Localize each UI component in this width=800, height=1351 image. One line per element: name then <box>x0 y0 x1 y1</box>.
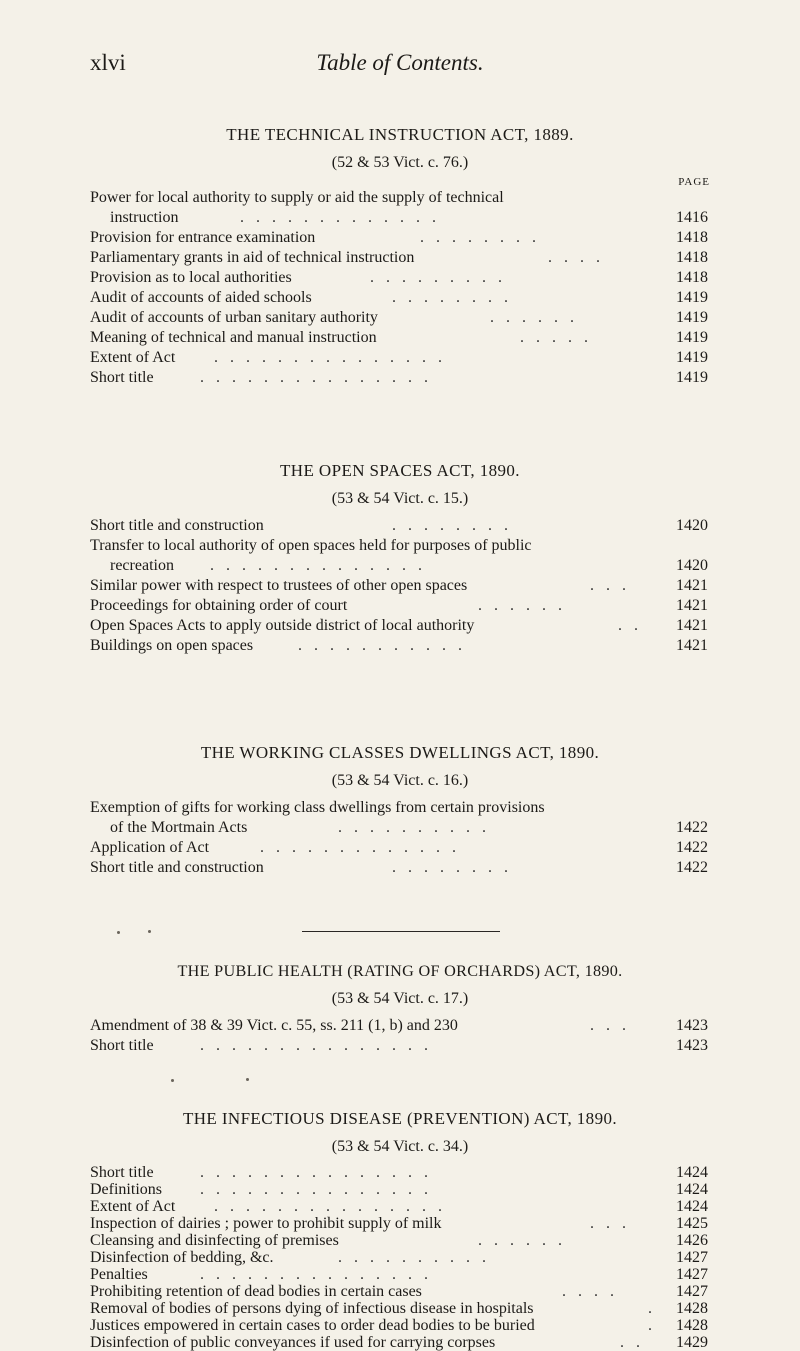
leader-dots: . . . . . <box>520 329 588 346</box>
toc-entry[interactable]: Proceedings for obtaining order of court . . . . . . 1421 <box>90 597 708 614</box>
toc-entry[interactable]: Application of Act . . . . . . . . . . . . . 1422 <box>90 839 708 856</box>
leader-dots: . . . . . . . . <box>392 859 508 876</box>
page-number: 1420 <box>676 557 708 574</box>
act-citation: (52 & 53 Vict. c. 76.) <box>331 154 469 171</box>
toc-entry[interactable]: Cleansing and disinfecting of premises . . . . . . 1426 <box>90 1232 708 1249</box>
act-title: THE INFECTIOUS DISEASE (PREVENTION) ACT, 1890. <box>182 1109 618 1128</box>
toc-entry[interactable]: Short title and construction . . . . . . . . 1420 <box>90 517 708 534</box>
leader-dots: . . . . . . . . . . <box>338 1249 486 1266</box>
toc-entry[interactable]: Penalties . . . . . . . . . . . . . . . 1427 <box>90 1266 708 1283</box>
running-title: Table of Contents. <box>316 50 484 75</box>
page-number: 1422 <box>676 819 708 836</box>
act-citation: (53 & 54 Vict. c. 15.) <box>331 490 469 507</box>
toc-entry[interactable]: Power for local authority to supply or aid the supply of technical instruction . . . . . . . . . . . . . 1416 <box>90 189 708 226</box>
page-number: 1422 <box>676 859 708 876</box>
toc-entry[interactable]: Short title . . . . . . . . . . . . . . . 1423 <box>90 1037 708 1054</box>
toc-entry[interactable]: Disinfection of public conveyances if used for carrying corpses . . 1429 <box>90 1334 708 1351</box>
leader-dots: . . . . . . <box>490 309 574 326</box>
page-number: 1422 <box>676 839 708 856</box>
leader-dots: . . . . . . . . . . . . . . . <box>200 1266 428 1283</box>
page-number: 1424 <box>676 1181 708 1198</box>
page-number: 1419 <box>676 289 708 306</box>
page-number: 1423 <box>676 1017 708 1034</box>
leader-dots: . . . . . . . . . . . . . . . <box>214 349 442 366</box>
leader-dots: . . . . . . <box>478 597 562 614</box>
toc-entry[interactable]: Provision as to local authorities . . . . . . . . . 1418 <box>90 269 708 286</box>
leader-dots: . . . . . . . . . . . . . <box>260 839 456 856</box>
leader-dots: . . <box>618 617 638 634</box>
print-speck <box>171 1079 174 1082</box>
toc-entry[interactable]: Audit of accounts of aided schools . . . . . . . . 1419 <box>90 289 708 306</box>
page-number: 1428 <box>676 1300 708 1317</box>
toc-entry[interactable]: Removal of bodies of persons dying of infectious disease in hospitals . 1428 <box>90 1300 708 1317</box>
page-number: 1423 <box>676 1037 708 1054</box>
page-number: 1416 <box>676 209 708 226</box>
page-number: 1427 <box>676 1283 708 1300</box>
leader-dots: . . . . . . . . . . . . . . . <box>200 1037 428 1054</box>
print-speck <box>117 931 120 934</box>
page-number: 1418 <box>676 229 708 246</box>
page-column-label: PAGE <box>678 176 710 188</box>
leader-dots: . . <box>620 1334 640 1351</box>
section-divider <box>302 931 500 932</box>
toc-entry[interactable]: Amendment of 38 & 39 Vict. c. 55, ss. 211 (1, b) and 230 . . . 1423 <box>90 1017 708 1034</box>
page-number: 1420 <box>676 517 708 534</box>
act-section-public-health <box>90 960 710 1056</box>
print-speck <box>246 1078 249 1081</box>
leader-dots: . . . . . . . . . . . . . . . <box>200 1164 428 1181</box>
page-number: 1428 <box>676 1317 708 1334</box>
leader-dots: . . . <box>590 1215 626 1232</box>
leader-dots: . . . . . . . . <box>420 229 536 246</box>
page-number: 1425 <box>676 1215 708 1232</box>
page-number: 1424 <box>676 1164 708 1181</box>
running-head <box>90 50 710 80</box>
act-section-open-spaces <box>90 460 710 656</box>
page-number: 1421 <box>676 637 708 654</box>
act-title: THE WORKING CLASSES DWELLINGS ACT, 1890. <box>200 743 600 762</box>
toc-entry[interactable]: Similar power with respect to trustees of other open spaces . . . 1421 <box>90 577 708 594</box>
toc-entry[interactable]: Exemption of gifts for working class dwellings from certain provisions of the Mortmain Acts . . . . . . . . . . 1422 <box>90 799 708 836</box>
leader-dots: . . . . . . . . . . . . . . . <box>200 369 428 386</box>
page-number: 1419 <box>676 309 708 326</box>
leader-dots: . <box>648 1317 652 1334</box>
page-number: 1418 <box>676 269 708 286</box>
leader-dots: . . . . . . . . <box>392 289 508 306</box>
leader-dots: . . . <box>590 1017 626 1034</box>
page-number: 1419 <box>676 329 708 346</box>
toc-entry[interactable]: Short title and construction . . . . . . . . 1422 <box>90 859 708 876</box>
toc-entry[interactable]: Open Spaces Acts to apply outside district of local authority . . 1421 <box>90 617 708 634</box>
leader-dots: . . . <box>590 577 626 594</box>
page-number: 1419 <box>676 349 708 366</box>
print-speck <box>148 930 151 933</box>
toc-entry[interactable]: Disinfection of bedding, &c. . . . . . . . . . . 1427 <box>90 1249 708 1266</box>
leader-dots: . <box>648 1300 652 1317</box>
act-citation: (53 & 54 Vict. c. 16.) <box>331 772 469 789</box>
toc-entry[interactable]: Transfer to local authority of open spaces held for purposes of public recreation . . . . . . . . . . . . . . 1420 <box>90 537 708 574</box>
act-section-working-classes <box>90 742 710 878</box>
leader-dots: . . . . <box>562 1283 614 1300</box>
act-section-infectious-disease <box>90 1108 710 1351</box>
toc-entry[interactable]: Parliamentary grants in aid of technical instruction . . . . 1418 <box>90 249 708 266</box>
page-number: 1427 <box>676 1249 708 1266</box>
leader-dots: . . . . . . <box>478 1232 562 1249</box>
act-title: THE OPEN SPACES ACT, 1890. <box>280 461 520 480</box>
page-folio: xlvi <box>90 50 126 75</box>
leader-dots: . . . . . . . . . . . . . . . <box>200 1181 428 1198</box>
toc-entry[interactable]: Provision for entrance examination . . . . . . . . 1418 <box>90 229 708 246</box>
leader-dots: . . . . . . . . . . . . . . <box>210 557 422 574</box>
act-citation: (53 & 54 Vict. c. 17.) <box>331 990 469 1007</box>
act-section-technical-instruction <box>90 124 710 388</box>
leader-dots: . . . . . . . . . . <box>338 819 486 836</box>
page-number: 1427 <box>676 1266 708 1283</box>
act-title: THE TECHNICAL INSTRUCTION ACT, 1889. <box>226 125 574 144</box>
toc-entry[interactable]: Extent of Act . . . . . . . . . . . . . . . 1424 <box>90 1198 708 1215</box>
toc-entry[interactable]: Extent of Act . . . . . . . . . . . . . . . 1419 <box>90 349 708 366</box>
toc-entry[interactable]: Buildings on open spaces . . . . . . . . . . . 1421 <box>90 637 708 654</box>
toc-entry[interactable]: Justices empowered in certain cases to order dead bodies to be buried . 1428 <box>90 1317 708 1334</box>
leader-dots: . . . . . . . . . <box>370 269 502 286</box>
leader-dots: . . . . . . . . <box>392 517 508 534</box>
toc-entry[interactable]: Prohibiting retention of dead bodies in certain cases . . . . 1427 <box>90 1283 708 1300</box>
toc-entry[interactable]: Audit of accounts of urban sanitary authority . . . . . . 1419 <box>90 309 708 326</box>
toc-entry[interactable]: Definitions . . . . . . . . . . . . . . . 1424 <box>90 1181 708 1198</box>
leader-dots: . . . . . . . . . . . <box>298 637 462 654</box>
toc-entry[interactable]: Meaning of technical and manual instruction . . . . . 1419 <box>90 329 708 346</box>
act-title: THE PUBLIC HEALTH (RATING OF ORCHARDS) ACT, 1890. <box>177 962 623 980</box>
toc-entry[interactable]: Short title . . . . . . . . . . . . . . . 1419 <box>90 369 708 386</box>
page-number: 1424 <box>676 1198 708 1215</box>
act-citation: (53 & 54 Vict. c. 34.) <box>331 1138 469 1155</box>
toc-entry[interactable]: Short title . . . . . . . . . . . . . . . 1424 <box>90 1164 708 1181</box>
page-number: 1418 <box>676 249 708 266</box>
leader-dots: . . . . <box>548 249 600 266</box>
leader-dots: . . . . . . . . . . . . . . . <box>214 1198 442 1215</box>
page-number: 1421 <box>676 597 708 614</box>
toc-entry[interactable]: Inspection of dairies ; power to prohibit supply of milk . . . 1425 <box>90 1215 708 1232</box>
page-number: 1421 <box>676 617 708 634</box>
page-number: 1419 <box>676 369 708 386</box>
page-number: 1421 <box>676 577 708 594</box>
page-number: 1429 <box>676 1334 708 1351</box>
page-number: 1426 <box>676 1232 708 1249</box>
leader-dots: . . . . . . . . . . . . . <box>240 209 436 226</box>
